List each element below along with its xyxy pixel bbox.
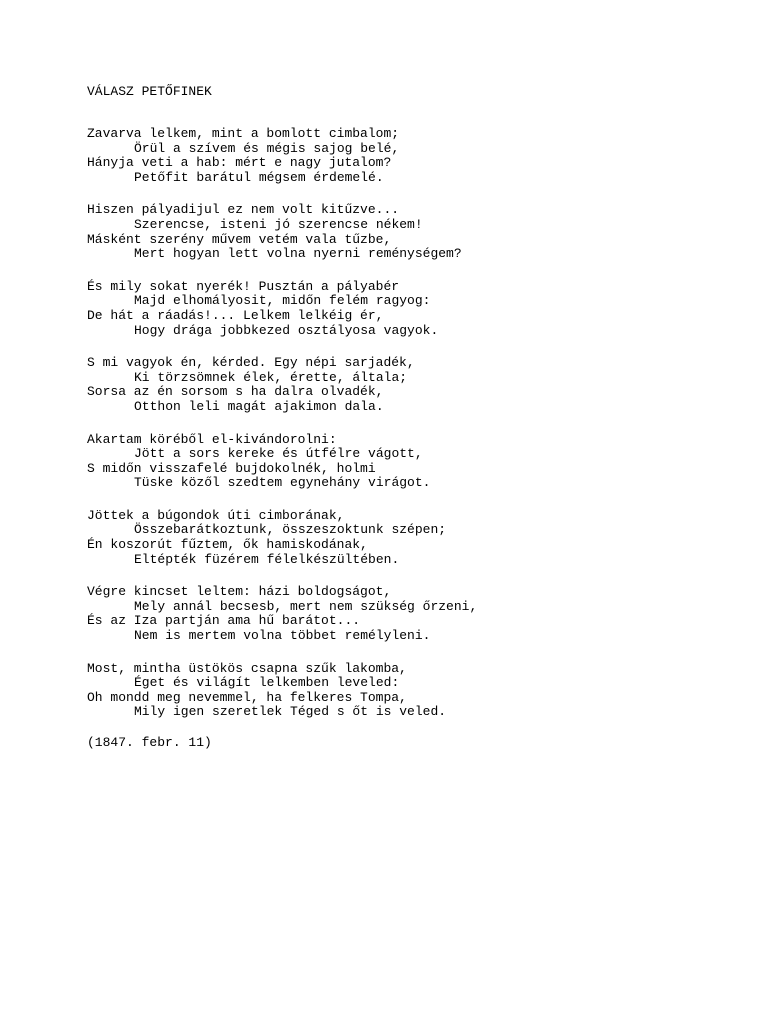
stanza <box>87 662 727 720</box>
poem-line: Hányja veti a hab: mért e nagy jutalom? <box>87 155 392 171</box>
poem-line: Ki törzsömnek élek, érette, általa; <box>134 369 408 385</box>
poem-line: Oh mondd meg nevemmel, ha felkeres Tompa, <box>87 689 407 705</box>
poem-line: Én koszorút fűztem, ők hamiskodának, <box>87 537 368 553</box>
poem-line: Mely annál becsesb, mert nem szükség őrzeni, <box>134 598 478 614</box>
poem-line: Nem is mertem volna többet remélyleni. <box>134 628 431 644</box>
poem-body <box>87 127 727 720</box>
poem-line: Sorsa az én sorsom s ha dalra olvadék, <box>87 384 384 400</box>
poem-line: Akartam köréből el-kivándorolni: <box>87 431 337 447</box>
poem-line: Tüske közől szedtem egynehány virágot. <box>134 475 431 491</box>
stanza <box>87 585 727 643</box>
poem-line: Jöttek a búgondok úti cimborának, <box>87 507 345 523</box>
poem-line: És mily sokat nyerék! Pusztán a pályabér <box>87 278 400 294</box>
poem-line: Végre kincset leltem: házi boldogságot, <box>87 584 392 600</box>
stanza <box>87 356 727 414</box>
poem-line: Örül a szívem és mégis sajog belé, <box>134 140 400 156</box>
stanza <box>87 280 727 338</box>
poem-line: Eltépték füzérem félelkészültében. <box>134 551 400 567</box>
poem-line: Jött a sors kereke és útfélre vágott, <box>134 446 423 462</box>
poem-line: Másként szerény művem vetém vala tűzbe, <box>87 231 392 247</box>
stanza <box>87 509 727 567</box>
poem-line: Zavarva lelkem, mint a bomlott cimbalom; <box>87 126 400 141</box>
poem-line: Most, mintha üstökös csapna szűk lakomba, <box>87 660 407 676</box>
stanza <box>87 203 727 261</box>
poem-line: Mert hogyan lett volna nyerni reménységem? <box>134 246 462 262</box>
poem-line: Éget és világít lelkemben leveled: <box>134 675 400 691</box>
stanza <box>87 127 727 185</box>
poem-page <box>87 84 727 750</box>
poem-line: És az Iza partján ama hű barátot... <box>87 613 361 629</box>
poem-line: Majd elhomályosit, midőn felém ragyog: <box>134 293 431 309</box>
poem-line: Petőfit barátul mégsem érdemelé. <box>134 169 384 185</box>
poem-line: S mi vagyok én, kérded. Egy népi sarjadék, <box>87 355 415 371</box>
poem-title: VÁLASZ PETŐFINEK <box>87 84 212 99</box>
poem-line: Szerencse, isteni jó szerencse nékem! <box>134 216 423 232</box>
poem-date: (1847. febr. 11) <box>87 735 212 750</box>
poem-line: Mily igen szeretlek Téged s őt is veled. <box>134 704 447 720</box>
poem-line: Otthon leli magát ajakimon dala. <box>134 398 384 414</box>
poem-line: Összebarátkoztunk, összeszoktunk szépen; <box>134 522 447 538</box>
poem-line: Hiszen pályadijul ez nem volt kitűzve... <box>87 202 400 218</box>
stanza <box>87 433 727 491</box>
poem-line: Hogy drága jobbkezed osztályosa vagyok. <box>134 322 439 338</box>
poem-line: De hát a ráadás!... Lelkem lelkéig ér, <box>87 307 384 323</box>
poem-line: S midőn visszafelé bujdokolnék, holmi <box>87 460 376 476</box>
